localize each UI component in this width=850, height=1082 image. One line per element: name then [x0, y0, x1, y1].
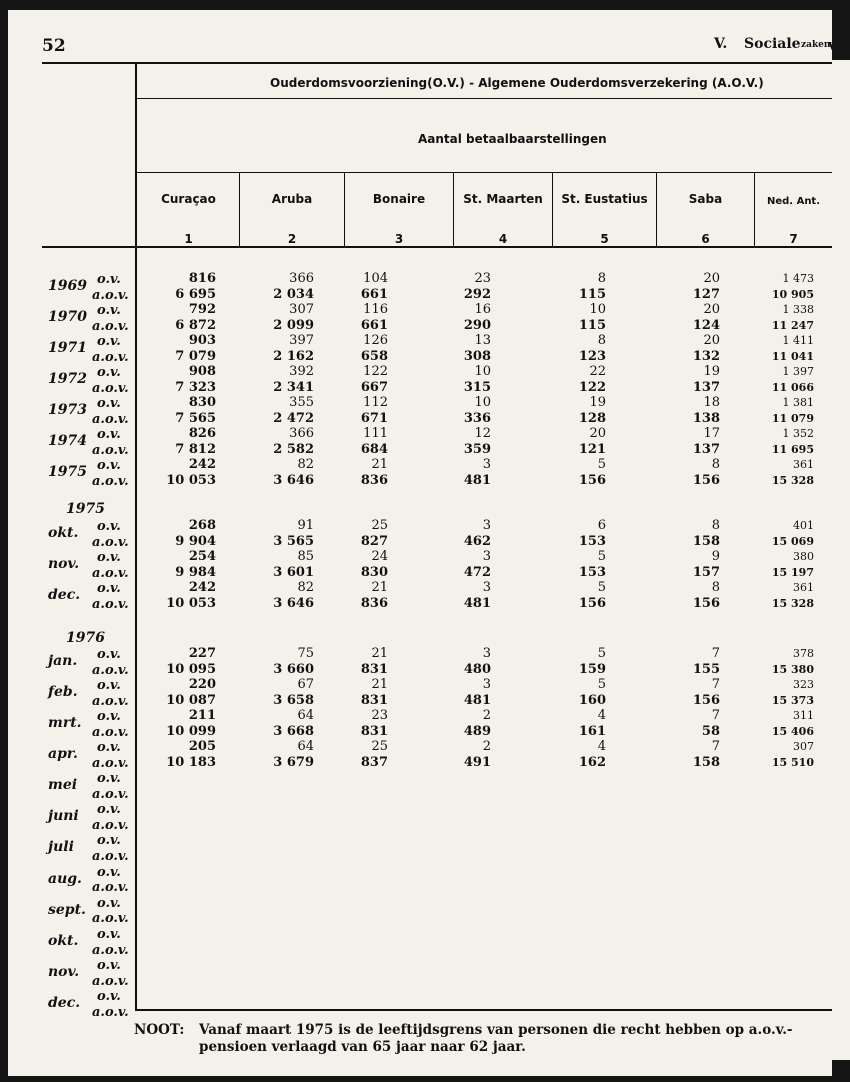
header-bottom-rule	[42, 246, 832, 248]
table-cell: 104	[363, 271, 388, 286]
table-cell: 15 373	[771, 693, 814, 707]
table-cell: 311	[793, 709, 814, 722]
row-month: sept.	[48, 901, 86, 918]
column-header-label: St. Maarten	[463, 192, 543, 206]
table-cell: 156	[578, 472, 606, 488]
table-cell: 138	[692, 410, 720, 426]
table-cell: 366	[289, 271, 314, 286]
table-cell: 307	[289, 302, 314, 317]
row-type: a.o.v.	[92, 318, 129, 334]
row-month: apr.	[48, 746, 78, 762]
table-cell: 122	[363, 364, 388, 379]
column-header-label: Curaçao	[161, 192, 216, 206]
section-number: V.	[714, 36, 728, 52]
header-rule-1	[137, 98, 832, 99]
row-year: 1972	[48, 371, 87, 387]
row-type: a.o.v.	[92, 287, 129, 303]
row-type: a.o.v.	[92, 349, 129, 365]
column-header-label: Ned. Ant.	[766, 196, 821, 207]
table-cell: 4	[597, 739, 606, 754]
table-cell: 1 397	[782, 365, 814, 378]
table-cell: 2 034	[273, 286, 314, 302]
table-cell: 162	[578, 754, 606, 770]
table-cell: 831	[360, 661, 388, 677]
note-line-2: pensioen verlaagd van 65 jaar naar 62 jaar.	[199, 1039, 526, 1055]
row-type: o.v.	[97, 895, 121, 911]
table-cell: 20	[703, 302, 720, 317]
row-month: nov.	[48, 556, 80, 572]
table-cell: 2 472	[273, 410, 314, 426]
table-cell: 12	[474, 426, 491, 441]
row-type: a.o.v.	[92, 662, 129, 678]
row-type: a.o.v.	[92, 911, 129, 927]
column-number: 7	[789, 232, 798, 246]
table-bottom-rule	[135, 1009, 832, 1011]
table-cell: 307	[793, 740, 814, 753]
table-cell: 3 646	[273, 595, 314, 611]
table-cell: 18	[703, 395, 720, 410]
row-type: a.o.v.	[92, 880, 129, 896]
table-cell: 11 066	[771, 380, 814, 394]
table-cell: 4	[597, 708, 606, 723]
row-type: o.v.	[97, 864, 121, 880]
row-type: a.o.v.	[92, 755, 129, 771]
table-cell: 826	[188, 426, 216, 441]
table-cell: 3	[482, 580, 491, 595]
table-cell: 2 099	[273, 317, 314, 333]
row-type: a.o.v.	[92, 473, 129, 489]
adjacent-section-label: V.	[828, 40, 839, 53]
row-type: o.v.	[97, 989, 121, 1005]
table-cell: 7	[711, 677, 720, 692]
row-type: o.v.	[97, 396, 121, 411]
row-type: a.o.v.	[92, 380, 129, 396]
table-cell: 205	[188, 739, 216, 754]
table-cell: 15 069	[771, 534, 814, 548]
table-cell: 2	[482, 708, 491, 723]
table-cell: 20	[703, 333, 720, 348]
table-cell: 3 658	[273, 692, 314, 708]
table-cell: 3	[482, 518, 491, 533]
header-rule-2	[137, 172, 832, 173]
table-cell: 7 565	[175, 410, 216, 426]
table-cell: 17	[703, 426, 720, 441]
row-type: a.o.v.	[92, 411, 129, 427]
row-type: o.v.	[97, 709, 121, 724]
table-cell: 308	[463, 348, 491, 364]
table-cell: 397	[289, 333, 314, 348]
group-year-label: 1975	[66, 501, 105, 517]
table-cell: 3	[482, 549, 491, 564]
table-cell: 10 053	[166, 472, 216, 488]
row-type: o.v.	[97, 771, 121, 786]
table-cell: 158	[692, 533, 720, 549]
page-number: 52	[42, 36, 66, 56]
table-cell: 254	[188, 549, 216, 564]
table-cell: 153	[578, 533, 606, 549]
table-cell: 15 328	[771, 596, 814, 610]
table-cell: 836	[360, 595, 388, 611]
table-cell: 211	[188, 708, 216, 723]
table-cell: 10 183	[166, 754, 216, 770]
table-cell: 123	[578, 348, 606, 364]
table-cell: 242	[188, 457, 216, 472]
table-cell: 15 197	[771, 565, 814, 579]
table-cell: 21	[371, 457, 388, 472]
table-cell: 155	[692, 661, 720, 677]
table-cell: 157	[692, 564, 720, 580]
row-type: o.v.	[97, 678, 121, 693]
table-cell: 2 341	[273, 379, 314, 395]
table-cell: 830	[188, 395, 216, 410]
table-cell: 11 695	[771, 442, 814, 456]
table-cell: 7	[711, 739, 720, 754]
row-year: 1969	[48, 278, 87, 294]
adjacent-page-edge	[832, 60, 850, 1060]
row-type: a.o.v.	[92, 724, 129, 740]
row-type: o.v.	[97, 519, 121, 534]
table-cell: 115	[578, 286, 606, 302]
row-year: 1975	[48, 464, 87, 480]
table-cell: 156	[692, 472, 720, 488]
table-cell: 124	[692, 317, 720, 333]
table-cell: 3	[482, 677, 491, 692]
table-cell: 67	[297, 677, 314, 692]
table-cell: 7	[711, 708, 720, 723]
row-type: a.o.v.	[92, 534, 129, 550]
table-cell: 16	[474, 302, 491, 317]
group-year-label: 1976	[66, 630, 105, 646]
row-year: 1973	[48, 402, 87, 418]
table-cell: 489	[463, 723, 491, 739]
table-cell: 20	[589, 426, 606, 441]
table-cell: 156	[578, 595, 606, 611]
table-cell: 64	[297, 708, 314, 723]
table-cell: 5	[597, 457, 606, 472]
column-number: 5	[600, 232, 609, 246]
table-cell: 1 473	[782, 272, 814, 285]
table-cell: 480	[463, 661, 491, 677]
table-cell: 290	[463, 317, 491, 333]
row-type: a.o.v.	[92, 849, 129, 864]
table-cell: 684	[360, 441, 388, 457]
row-type: a.o.v.	[92, 1005, 129, 1020]
section-title: Sociale	[744, 36, 801, 52]
table-cell: 137	[692, 441, 720, 457]
table-cell: 85	[297, 549, 314, 564]
table-cell: 481	[463, 692, 491, 708]
table-cell: 1 352	[782, 427, 814, 440]
row-month: nov.	[48, 964, 80, 981]
row-month: juni	[48, 808, 79, 825]
note-label: NOOT:	[134, 1022, 185, 1038]
row-month: juli	[48, 839, 74, 856]
table-cell: 491	[463, 754, 491, 770]
row-type: a.o.v.	[92, 442, 129, 458]
table-cell: 126	[363, 333, 388, 348]
table-cell: 5	[597, 677, 606, 692]
row-type: a.o.v.	[92, 693, 129, 709]
table-cell: 6 872	[175, 317, 216, 333]
table-cell: 161	[578, 723, 606, 739]
table-cell: 3 668	[273, 723, 314, 739]
table-cell: 11 079	[771, 411, 814, 425]
table-cell: 380	[793, 550, 814, 563]
table-cell: 315	[463, 379, 491, 395]
table-cell: 21	[371, 677, 388, 692]
table-cell: 242	[188, 580, 216, 595]
table-cell: 11 247	[771, 318, 814, 332]
table-cell: 661	[360, 317, 388, 333]
table-cell: 19	[703, 364, 720, 379]
table-cell: 661	[360, 286, 388, 302]
table-cell: 1 338	[782, 303, 814, 316]
row-type: o.v.	[97, 458, 121, 473]
table-cell: 82	[297, 580, 314, 595]
table-cell: 9 984	[175, 564, 216, 580]
row-month: mei	[48, 777, 78, 793]
table-cell: 268	[188, 518, 216, 533]
row-month: okt.	[48, 933, 79, 949]
section-title-cut: zaken	[801, 40, 831, 50]
table-cell: 366	[289, 426, 314, 441]
row-year: 1974	[48, 433, 87, 449]
table-super-title: Ouderdomsvoorziening(O.V.) - Algemene Ouderdomsverzekering (A.O.V.)	[270, 76, 764, 90]
table-cell: 10 053	[166, 595, 216, 611]
table-cell: 91	[297, 518, 314, 533]
row-type: a.o.v.	[92, 786, 129, 802]
table-cell: 1 381	[782, 396, 814, 409]
table-cell: 831	[360, 692, 388, 708]
row-type: o.v.	[97, 740, 121, 755]
table-cell: 9 904	[175, 533, 216, 549]
table-cell: 361	[793, 581, 814, 594]
row-month: mrt.	[48, 715, 82, 731]
table-cell: 7 323	[175, 379, 216, 395]
table-cell: 20	[703, 271, 720, 286]
table-cell: 153	[578, 564, 606, 580]
table-cell: 2 582	[273, 441, 314, 457]
table-cell: 462	[463, 533, 491, 549]
row-year: 1970	[48, 309, 87, 325]
row-type: o.v.	[97, 927, 121, 942]
row-type: o.v.	[97, 272, 121, 287]
table-cell: 128	[578, 410, 606, 426]
table-cell: 75	[297, 646, 314, 661]
table-cell: 64	[297, 739, 314, 754]
column-header-label: St. Eustatius	[561, 192, 648, 206]
table-cell: 671	[360, 410, 388, 426]
table-cell: 10 905	[771, 287, 814, 301]
table-cell: 137	[692, 379, 720, 395]
table-cell: 116	[363, 302, 388, 317]
note-line-1: Vanaf maart 1975 is de leeftijdsgrens van personen die recht hebben op a.o.v.-	[199, 1022, 793, 1038]
row-type: o.v.	[97, 958, 121, 974]
table-cell: 2	[482, 739, 491, 754]
table-cell: 7 812	[175, 441, 216, 457]
table-cell: 378	[793, 647, 814, 660]
row-type: o.v.	[97, 833, 121, 849]
table-cell: 15 406	[771, 724, 814, 738]
table-cell: 903	[188, 333, 216, 348]
table-cell: 3	[482, 646, 491, 661]
row-type: o.v.	[97, 365, 121, 380]
row-year: 1971	[48, 340, 87, 356]
row-type: o.v.	[97, 647, 121, 662]
table-cell: 831	[360, 723, 388, 739]
row-type: a.o.v.	[92, 565, 129, 581]
table-cell: 3 565	[273, 533, 314, 549]
table-cell: 392	[289, 364, 314, 379]
table-cell: 3 679	[273, 754, 314, 770]
row-month: aug.	[48, 870, 82, 887]
table-cell: 23	[474, 271, 491, 286]
column-number: 4	[498, 232, 508, 246]
row-type: o.v.	[97, 427, 121, 442]
table-cell: 5	[597, 646, 606, 661]
table-cell: 3 660	[273, 661, 314, 677]
table-cell: 827	[360, 533, 388, 549]
table-cell: 158	[692, 754, 720, 770]
table-cell: 22	[589, 364, 606, 379]
table-cell: 472	[463, 564, 491, 580]
table-cell: 3	[482, 457, 491, 472]
table-cell: 24	[371, 549, 388, 564]
table-cell: 9	[711, 549, 720, 564]
column-number: 6	[701, 232, 710, 246]
table-cell: 25	[371, 518, 388, 533]
table-cell: 6	[597, 518, 606, 533]
document-page	[8, 10, 832, 1076]
table-cell: 127	[692, 286, 720, 302]
table-cell: 15 380	[771, 662, 814, 676]
table-cell: 8	[711, 580, 720, 595]
table-sub-title: Aantal betaalbaarstellingen	[418, 132, 607, 146]
table-top-rule	[42, 62, 832, 64]
row-month: dec.	[48, 995, 81, 1012]
table-cell: 836	[360, 472, 388, 488]
table-cell: 8	[597, 333, 606, 348]
table-cell: 160	[578, 692, 606, 708]
table-cell: 15 328	[771, 473, 814, 487]
table-cell: 8	[711, 457, 720, 472]
column-header-label: Aruba	[271, 192, 313, 206]
table-cell: 336	[463, 410, 491, 426]
table-cell: 122	[578, 379, 606, 395]
table-cell: 19	[589, 395, 606, 410]
row-type: o.v.	[97, 802, 121, 818]
table-cell: 21	[371, 580, 388, 595]
table-cell: 658	[360, 348, 388, 364]
table-cell: 159	[578, 661, 606, 677]
table-cell: 5	[597, 549, 606, 564]
table-cell: 2 162	[273, 348, 314, 364]
table-cell: 156	[692, 595, 720, 611]
table-cell: 13	[474, 333, 491, 348]
table-cell: 481	[463, 595, 491, 611]
table-cell: 15 510	[771, 755, 814, 769]
row-month: okt.	[48, 525, 79, 541]
table-cell: 830	[360, 564, 388, 580]
table-cell: 401	[793, 519, 814, 532]
table-cell: 58	[701, 723, 720, 739]
row-type: o.v.	[97, 334, 121, 349]
row-type: o.v.	[97, 303, 121, 318]
table-cell: 3 646	[273, 472, 314, 488]
column-header-label: Saba	[688, 192, 723, 206]
table-cell: 10 095	[166, 661, 216, 677]
row-type: a.o.v.	[92, 596, 129, 612]
table-cell: 111	[363, 426, 388, 441]
table-cell: 25	[371, 739, 388, 754]
table-cell: 10 099	[166, 723, 216, 739]
table-cell: 5	[597, 580, 606, 595]
table-cell: 11 041	[771, 349, 814, 363]
column-header-label: Bonaire	[372, 192, 426, 206]
table-cell: 359	[463, 441, 491, 457]
table-cell: 816	[188, 271, 216, 286]
table-cell: 292	[463, 286, 491, 302]
table-cell: 8	[597, 271, 606, 286]
row-type: a.o.v.	[92, 817, 129, 833]
table-cell: 132	[692, 348, 720, 364]
table-cell: 227	[188, 646, 216, 661]
row-month: jan.	[48, 653, 78, 669]
table-cell: 121	[578, 441, 606, 457]
table-cell: 220	[188, 677, 216, 692]
table-cell: 908	[188, 364, 216, 379]
table-cell: 10	[589, 302, 606, 317]
table-cell: 10	[474, 395, 491, 410]
table-cell: 792	[188, 302, 216, 317]
row-type: a.o.v.	[92, 942, 129, 958]
table-cell: 82	[297, 457, 314, 472]
row-month: dec.	[48, 587, 81, 603]
column-number: 3	[394, 232, 404, 246]
table-cell: 3 601	[273, 564, 314, 580]
table-cell: 23	[371, 708, 388, 723]
table-cell: 481	[463, 472, 491, 488]
table-cell: 6 695	[175, 286, 216, 302]
row-type: o.v.	[97, 550, 121, 565]
table-cell: 21	[371, 646, 388, 661]
table-cell: 156	[692, 692, 720, 708]
table-cell: 8	[711, 518, 720, 533]
table-cell: 361	[793, 458, 814, 471]
table-cell: 355	[289, 395, 314, 410]
table-cell: 667	[360, 379, 388, 395]
table-cell: 10 087	[166, 692, 216, 708]
row-type: a.o.v.	[92, 973, 129, 989]
table-cell: 7	[711, 646, 720, 661]
row-month: feb.	[48, 684, 78, 700]
column-number: 1	[184, 232, 193, 246]
table-cell: 837	[360, 754, 388, 770]
column-number: 2	[287, 232, 297, 246]
table-cell: 112	[363, 395, 388, 410]
table-cell: 7 079	[175, 348, 216, 364]
row-type: o.v.	[97, 581, 121, 596]
table-cell: 1 411	[782, 334, 814, 347]
table-cell: 115	[578, 317, 606, 333]
table-cell: 10	[474, 364, 491, 379]
table-cell: 323	[793, 678, 814, 691]
